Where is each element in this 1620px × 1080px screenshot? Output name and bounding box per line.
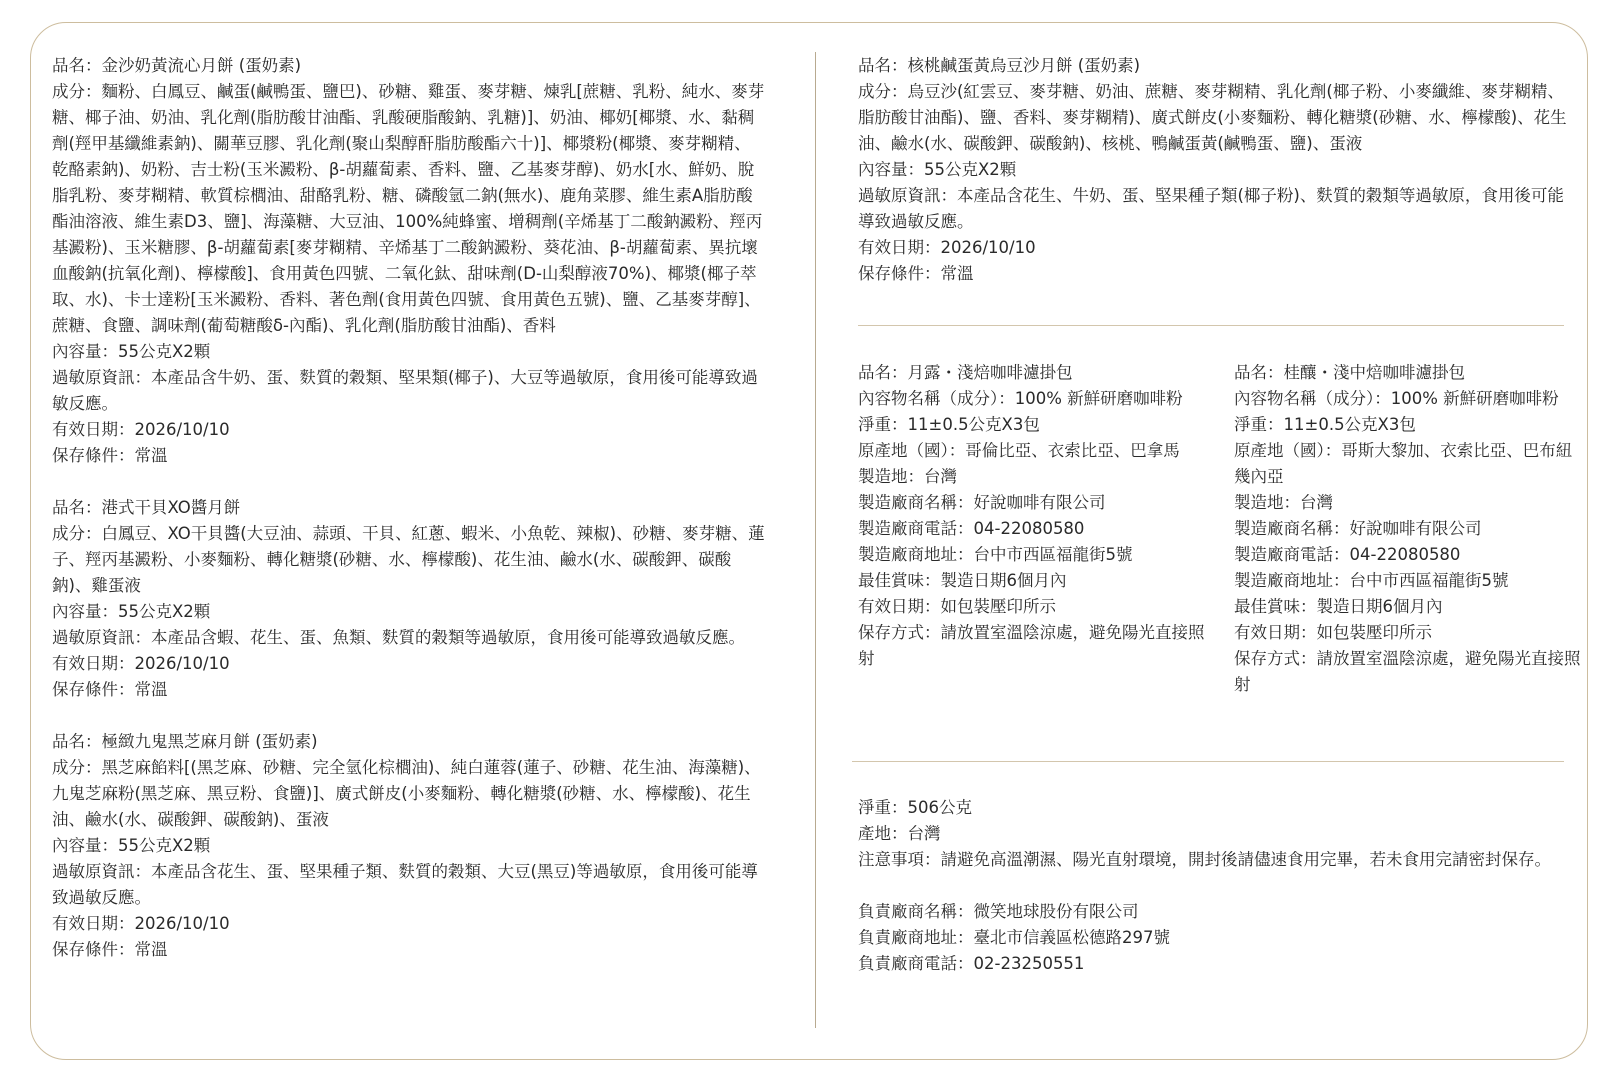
best-before: 最佳賞味：製造日期6個月內: [1234, 597, 1443, 616]
maker-phone: 製造廠商電話：04-22080580: [858, 519, 1085, 538]
origin: 產地：台灣: [858, 824, 941, 843]
allergen-info: 過敏原資訊：本產品含牛奶、蛋、麩質的穀類、堅果類(椰子)、大豆等過敏原，食用後可能導致過敏反應。: [52, 368, 758, 413]
left-column: [52, 53, 767, 989]
product-walnut-bean-paste: [858, 53, 1568, 287]
product-name: 品名：桂釀・淺中焙咖啡濾掛包: [1234, 363, 1465, 382]
made-in: 製造地：台灣: [858, 467, 957, 486]
ingredients-text: 內容物名稱（成分）：100% 新鮮研磨咖啡粉: [858, 389, 1183, 408]
storage-condition: 保存條件：常溫: [858, 264, 974, 283]
expiry-date: 有效日期：2026/10/10: [52, 914, 230, 933]
storage-method: 保存方式：請放置室溫陰涼處，避免陽光直接照射: [858, 623, 1205, 668]
made-in: 製造地：台灣: [1234, 493, 1333, 512]
storage-condition: 保存條件：常溫: [52, 940, 168, 959]
maker-phone: 製造廠商電話：04-22080580: [1234, 545, 1461, 564]
allergen-info: 過敏原資訊：本產品含蝦、花生、蛋、魚類、麩質的穀類等過敏原，食用後可能導致過敏反應。: [52, 628, 745, 647]
ingredients-text: 成分：黑芝麻餡料[(黑芝麻、砂糖、完全氫化棕櫚油)、純白蓮蓉(蓮子、砂糖、花生油、海藻糖)、九鬼芝麻粉(黑芝麻、黑豆粉、食鹽)]、廣式餅皮(小麥麵粉、轉化糖漿(砂糖、水、檸檬酸)、花生油、鹼水(水、碳酸鉀、碳酸鈉)、蛋液: [52, 758, 761, 829]
maker-address: 製造廠商地址：台中市西區福龍街5號: [1234, 571, 1509, 590]
company-phone: 負責廠商電話：02-23250551: [858, 954, 1085, 973]
product-name: 品名：極緻九鬼黑芝麻月餅 (蛋奶素): [52, 732, 318, 751]
company-address: 負責廠商地址：臺北市信義區松德路297號: [858, 928, 1170, 947]
origin-country: 原產地（國）：哥倫比亞、衣索比亞、巴拿馬: [858, 441, 1180, 460]
expiry-date: 有效日期：如包裝壓印所示: [1234, 623, 1432, 642]
ingredients-text: 成分：白鳳豆、XO干貝醬(大豆油、蒜頭、干貝、紅蔥、蝦米、小魚乾、辣椒)、砂糖、麥芽糖、蓮子、羥丙基澱粉、小麥麵粉、轉化糖漿(砂糖、水、檸檬酸)、花生油、鹼水(水、碳酸鉀、碳酸鈉)、雞蛋液: [52, 524, 765, 595]
storage-condition: 保存條件：常溫: [52, 680, 168, 699]
spacer: [858, 873, 1568, 899]
storage-condition: 保存條件：常溫: [52, 446, 168, 465]
best-before: 最佳賞味：製造日期6個月內: [858, 571, 1067, 590]
allergen-info: 過敏原資訊：本產品含花生、蛋、堅果種子類、麩質的穀類、大豆(黑豆)等過敏原，食用後可能導致過敏反應。: [52, 862, 758, 907]
ingredients-text: 成分：麵粉、白鳳豆、鹹蛋(鹹鴨蛋、鹽巴)、砂糖、雞蛋、麥芽糖、煉乳[蔗糖、乳粉、純水、麥芽糖、椰子油、奶油、乳化劑(脂肪酸甘油酯、乳酸硬脂酸鈉、乳糖)]、奶油、椰奶[椰漿、水、黏稠劑(羥甲基纖維素鈉)、關華豆膠、乳化劑(聚山梨醇酐脂肪酸酯六十)]、椰漿粉(椰漿、麥芽糊精、乾酪素鈉)、奶粉、吉士粉(玉米澱粉、β-胡蘿蔔素、香料、鹽、乙基麥芽醇)、奶水[水、鮮奶、脫脂乳粉、麥芽糊精、軟質棕櫚油、甜酪乳粉、糖、磷酸氫二鈉(無水)、鹿角菜膠、維生素A脂肪酸酯油溶液、維生素D3、鹽]、海藻糖、大豆油、100%純蜂蜜、增稠劑(辛烯基丁二酸鈉澱粉、羥丙基澱粉)、玉米糖膠、β-胡蘿蔔素[麥芽糊精、辛烯基丁二酸鈉澱粉、葵花油、β-胡蘿蔔素、異抗壞血酸鈉(抗氧化劑)、檸檬酸]、食用黃色四號、二氧化鈦、甜味劑(D-山梨醇液70%)、椰漿(椰子萃取、水)、卡士達粉[玉米澱粉、香料、著色劑(食用黃色四號、食用黃色五號)、鹽、乙基麥芽醇]、蔗糖、食鹽、調味劑(葡萄糖酸δ-內酯)、乳化劑(脂肪酸甘油酯)、香料: [52, 82, 765, 335]
maker-name: 製造廠商名稱：好說咖啡有限公司: [1234, 519, 1482, 538]
company-name: 負責廠商名稱：微笑地球股份有限公司: [858, 902, 1139, 921]
allergen-info: 過敏原資訊：本產品含花生、牛奶、蛋、堅果種子類(椰子粉)、麩質的穀類等過敏原，食用後可能導致過敏反應。: [858, 186, 1564, 231]
coffee-moon-dew: [858, 360, 1212, 672]
net-weight: 淨重：506公克: [858, 798, 972, 817]
notice: 注意事項：請避免高溫潮濕、陽光直射環境，開封後請儘速食用完畢，若未食用完請密封保存。: [858, 850, 1551, 869]
content-amount: 內容量：55公克X2顆: [52, 342, 211, 361]
section-divider: [852, 761, 1564, 762]
section-divider: [858, 325, 1564, 326]
maker-address: 製造廠商地址：台中市西區福龍街5號: [858, 545, 1133, 564]
column-divider: [815, 52, 816, 1028]
product-name: 品名：金沙奶黃流心月餅 (蛋奶素): [52, 56, 302, 75]
product-name: 品名：核桃鹹蛋黃烏豆沙月餅 (蛋奶素): [858, 56, 1141, 75]
ingredients-text: 成分：烏豆沙(紅雲豆、麥芽糖、奶油、蔗糖、麥芽糊精、乳化劑(椰子粉、小麥纖維、麥芽糊精、脂肪酸甘油酯)、鹽、香料、麥芽糊精)、廣式餅皮(小麥麵粉、轉化糖漿(砂糖、水、檸檬酸)、花生油、鹼水(水、碳酸鉀、碳酸鈉)、核桃、鴨鹹蛋黃(鹹鴨蛋、鹽)、蛋液: [858, 82, 1567, 153]
product-name: 品名：港式干貝XO醬月餅: [52, 498, 241, 517]
net-weight: 淨重：11±0.5公克X3包: [858, 415, 1040, 434]
net-weight: 淨重：11±0.5公克X3包: [1234, 415, 1416, 434]
storage-method: 保存方式：請放置室溫陰涼處，避免陽光直接照射: [1234, 649, 1581, 694]
expiry-date: 有效日期：2026/10/10: [858, 238, 1036, 257]
product-xo-scallop: [52, 495, 767, 703]
expiry-date: 有效日期：如包裝壓印所示: [858, 597, 1056, 616]
package-info: [858, 795, 1568, 977]
content-amount: 內容量：55公克X2顆: [52, 602, 211, 621]
maker-name: 製造廠商名稱：好說咖啡有限公司: [858, 493, 1106, 512]
expiry-date: 有效日期：2026/10/10: [52, 420, 230, 439]
content-amount: 內容量：55公克X2顆: [858, 160, 1017, 179]
product-black-sesame: [52, 729, 767, 963]
coffee-osmanthus: [1234, 360, 1588, 698]
origin-country: 原產地（國）：哥斯大黎加、衣索比亞、巴布紐幾內亞: [1234, 441, 1573, 486]
product-name: 品名：月露・淺焙咖啡濾掛包: [858, 363, 1073, 382]
ingredients-text: 內容物名稱（成分）：100% 新鮮研磨咖啡粉: [1234, 389, 1559, 408]
product-golden-custard: [52, 53, 767, 469]
expiry-date: 有效日期：2026/10/10: [52, 654, 230, 673]
content-amount: 內容量：55公克X2顆: [52, 836, 211, 855]
